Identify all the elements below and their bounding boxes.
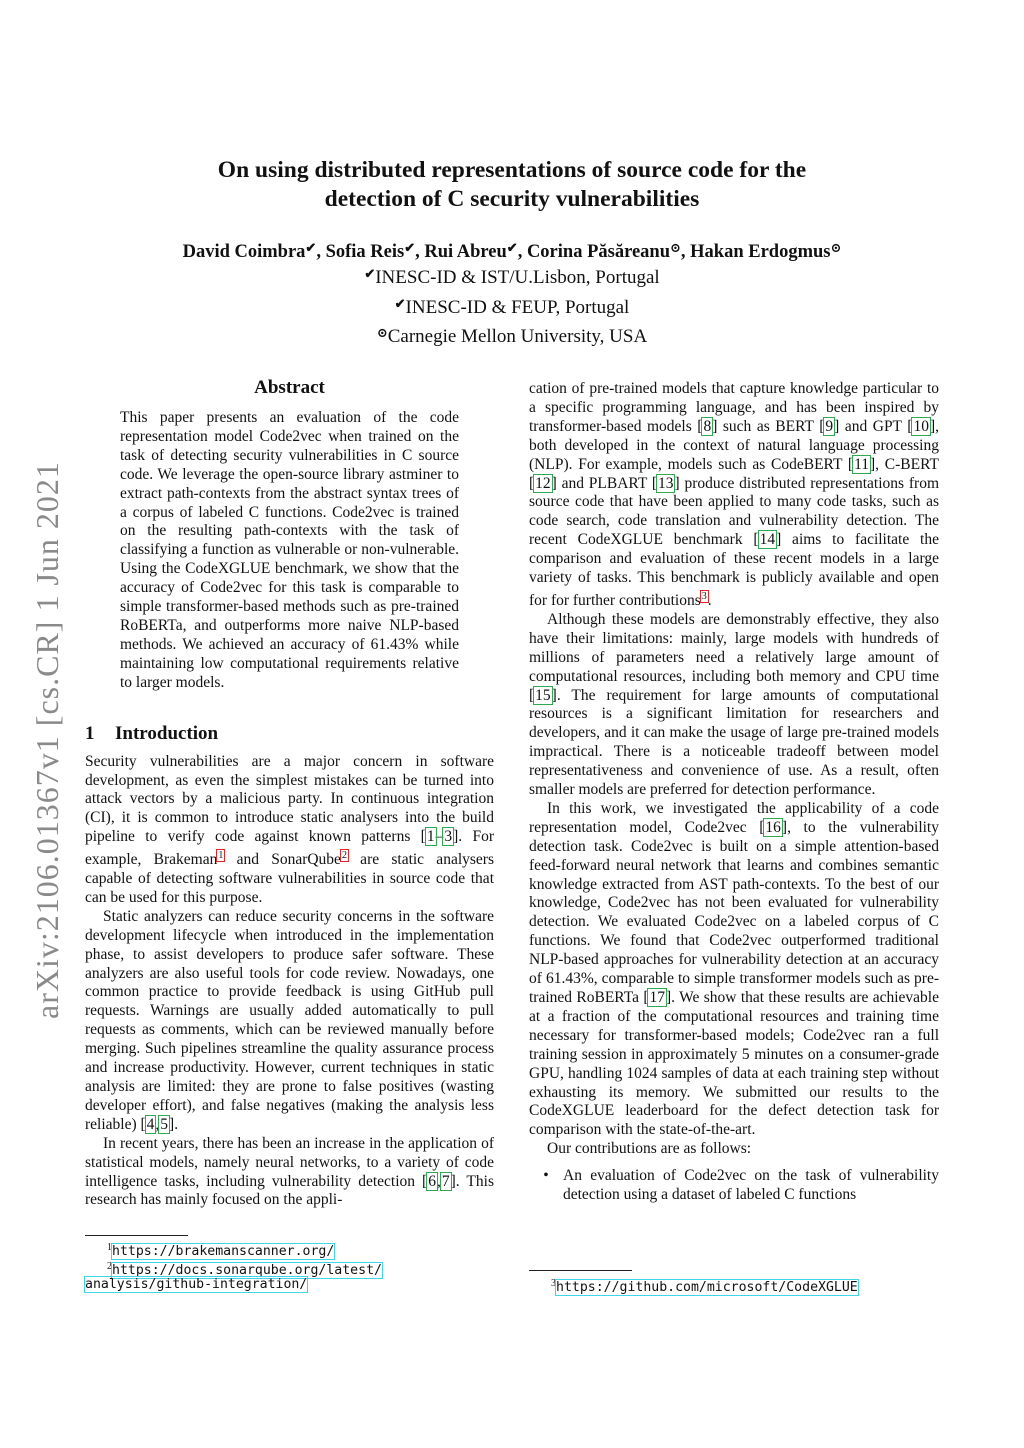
- footnote-mark: 3: [551, 1278, 556, 1289]
- list-item: [529, 1167, 939, 1205]
- footnote-url-link[interactable]: https://github.com/microsoft/CodeXGLUE: [556, 1280, 858, 1295]
- citation-link[interactable]: 3: [444, 828, 453, 846]
- citation-link[interactable]: 7: [441, 1172, 450, 1190]
- intro-paragraph-2: [85, 908, 494, 1135]
- bullet-icon: •: [543, 1167, 549, 1185]
- text-run: and SonarQube: [224, 851, 341, 869]
- text-run: ]. We show that these results are achievable at a fraction of the computational resources and training time necessary for transformer-based models; Code2vec ran a full training session in approximately 5 minutes on a consumer-grade GPU, handling 1024 samples of data at each training step without exhausting its memory. We submitted our results to the CodeXGLUE leaderboard for the defect detection task for comparison with the state-of-the-art.: [529, 989, 939, 1139]
- text-run: Security vulnerabilities are a major concern in software development, as even the simplest mistakes can be turned into attack vectors by a malicious party. In continuous integration (CI), it is common to introduce static analysers into the build pipeline to verify code against known patterns [: [85, 752, 494, 846]
- title-line-2: detection of C security vulnerabilities: [324, 186, 700, 212]
- text-run: ,: [155, 1115, 160, 1133]
- affiliation: [112, 261, 912, 291]
- affiliation-text: Carnegie Mellon University, USA: [387, 326, 648, 347]
- text-run: cation of pre-trained models that capture knowledge particular to a specific programming language, and has been inspired by transformer-based models [: [529, 380, 939, 435]
- affiliation-circle-icon: ⊙: [830, 240, 842, 255]
- affiliation-check-icon: ✔: [364, 266, 376, 281]
- text-run: ]. The requirement for large amounts of computational resources is a significant limitation for researchers and developers, and it can make the usage of large pre-trained models impractical. There is a noticeable tradeoff between model representativeness and convenience of use. As a result, often smaller models are preferred for detection performance.: [529, 686, 939, 799]
- text-run: .: [707, 591, 712, 609]
- contributions-intro: Our contributions are as follows:: [547, 1140, 752, 1158]
- author-separator: ,: [680, 242, 691, 262]
- intro-paragraph-5: [529, 611, 939, 800]
- citation-link[interactable]: 6: [428, 1172, 436, 1190]
- affiliation-check-icon: ✔: [404, 240, 416, 255]
- affiliation-check-icon: ✔: [394, 295, 406, 311]
- text-run: ] and GPT [: [834, 417, 913, 435]
- affiliation-text: INESC-ID & FEUP, Portugal: [405, 296, 630, 318]
- text-run: ], C-BERT [: [529, 455, 939, 492]
- footnote-mark: 2: [107, 1261, 112, 1272]
- intro-paragraph-1: [85, 753, 494, 908]
- author-list: [62, 236, 962, 264]
- author-name: Rui Abreu: [424, 242, 507, 262]
- citation-link[interactable]: 16: [765, 818, 781, 836]
- author-separator: ,: [415, 242, 425, 262]
- arxiv-identifier: arXiv:2106.01367v1 [cs.CR] 1 Jun 2021: [29, 461, 65, 1019]
- citation-link[interactable]: 15: [535, 686, 551, 704]
- author-name: David Coimbra: [182, 242, 306, 262]
- affiliation-check-icon: ✔: [305, 240, 317, 255]
- text-run: In this work, we investigated the applicability of a code representation model, Code2vec [: [529, 799, 939, 836]
- affiliation-circle-icon: ⊙: [376, 325, 388, 340]
- citation-link[interactable]: 12: [535, 474, 551, 492]
- list-item-text: An evaluation of Code2vec on the task of vulnerability detection using a dataset of labeled C functions: [563, 1167, 939, 1204]
- citation-link[interactable]: 8: [703, 417, 712, 435]
- intro-paragraph-4: [529, 380, 939, 611]
- citation-link[interactable]: 13: [657, 474, 674, 492]
- author-name: Sofia Reis: [325, 242, 405, 262]
- footnote-3: [551, 1275, 858, 1297]
- footnote-ref-link[interactable]: 3: [701, 590, 707, 602]
- footnote-url-link[interactable]: https://brakemanscanner.org/: [112, 1244, 335, 1259]
- citation-link[interactable]: 14: [759, 531, 776, 549]
- affiliation-text: INESC-ID & IST/U.Lisbon, Portugal: [375, 267, 660, 288]
- footnote-ref-link[interactable]: 1: [218, 850, 224, 862]
- footnote-url-link[interactable]: https://docs.sonarqube.org/latest/: [112, 1263, 382, 1278]
- citation-link[interactable]: 10: [913, 417, 929, 435]
- footnote-divider: [529, 1270, 632, 1271]
- text-run: ], to the vulnerability detection task. Code2vec is built on a simple attention-based feed-forward neural network that learns and combines semantic knowledge extracted from AST path-contexts. To the best of our knowledge, Code2vec has not been evaluated for vulnerability detection. We evaluated Code2vec on a labeled corpus of C functions. We found that Code2vec outperformed traditional NLP-based approaches for vulnerability detection at an accuracy of 61.43%, comparable to simple transformer models such as pre-trained RoBERTa [: [529, 818, 939, 1006]
- title-line-1: On using distributed representations of source code for the: [217, 157, 807, 183]
- intro-paragraph-6: [529, 800, 939, 1140]
- author-separator: ,: [517, 242, 527, 262]
- text-run: ]. This research has mainly focused on the appli-: [85, 1172, 494, 1209]
- citation-link[interactable]: 4: [146, 1115, 155, 1133]
- author-name: Corina Păsăreanu: [526, 242, 670, 262]
- text-run: In recent years, there has been an increase in the application of statistical models, namely neural networks, to a variety of code intelligence tasks, including vulnerability detection [: [85, 1134, 494, 1190]
- author-name: Hakan Erdogmus: [690, 242, 831, 262]
- citation-link[interactable]: 1: [426, 828, 435, 846]
- footnote-url-link[interactable]: analysis/github-integration/: [85, 1277, 308, 1292]
- affiliation: [112, 291, 912, 321]
- citation-link[interactable]: 11: [854, 455, 870, 473]
- text-run: Static analyzers can reduce security concerns in the software development lifecycle when introduced in the implementation phase, to assist developers to produce safer software. These analyzers are also useful tools for code review. Nowadays, one common practice to provide feedback is using GitHub pull requests. Warnings are usually added automatically to pull requests as comments, which can be reviewed manually before merging. Such pipelines streamline the quality assurance process and increase productivity. However, current techniques in static analysis are limited: they are prone to false positives (wasting developer effort), and false negatives (making the analysis less reliable) [: [85, 907, 494, 1133]
- left-column: [85, 375, 494, 1210]
- paper-title: [112, 156, 912, 214]
- affiliation-list: [112, 261, 912, 350]
- text-run: ], both developed in the context of natural language processing (NLP). For example, models such as CodeBERT [: [529, 417, 939, 473]
- section-heading-introduction: [85, 721, 494, 747]
- text-run: ] such as BERT [: [712, 417, 825, 435]
- abstract-heading: Abstract: [254, 377, 325, 398]
- citation-link[interactable]: 5: [160, 1115, 169, 1133]
- footnote-2-continued: [85, 1276, 307, 1294]
- footnote-divider: [85, 1235, 188, 1236]
- section-title: Introduction: [115, 722, 219, 744]
- text-run: ] and PLBART [: [551, 474, 657, 492]
- right-column: [529, 380, 939, 1205]
- citation-link[interactable]: 17: [649, 989, 665, 1006]
- text-run: ] produce distributed representations from source code that have been applied to many code tasks, such as code search, code translation and vulnerability detection. The recent CodeXGLUE benchmark [: [529, 474, 939, 549]
- text-run: ,: [436, 1172, 441, 1190]
- text-run: are static analysers capable of detecting software vulnerabilities in source code that can be used for this purpose.: [85, 851, 494, 906]
- footnote-ref-link[interactable]: 2: [341, 850, 347, 862]
- author-separator: ,: [316, 242, 326, 262]
- abstract-body: This paper presents an evaluation of the code representation model Code2vec when trained on the task of detecting security vulnerabilities in C source code. We leverage the open-source library astminer to extract path-contexts from the abstract syntax trees of a corpus of labeled C functions. Code2vec is trained on the resulting path-contexts with the task of classifying a function as vulnerable or non-vulnerable. Using the CodeXGLUE benchmark, we show that the accuracy of Code2vec for this task is comparable to simple transformer-based methods such as pre-trained RoBERTa, and outperforms more naive NLP-based methods. We achieved an accuracy of 61.43% while maintaining low computational requirements relative to larger models.: [120, 409, 459, 691]
- text-run: Although these models are demonstrably effective, they also have their limitations: mainly, large models with hundreds of millions of parameters need a relatively large amount of computational resources, including both memory and CPU time [: [529, 610, 939, 704]
- citation-link[interactable]: 9: [825, 417, 834, 435]
- text-run: ] aims to facilitate the comparison and evaluation of these recent models in a large variety of tasks. This benchmark is publicly available and open for for further contributions: [529, 531, 939, 609]
- text-run: –: [435, 828, 444, 846]
- text-run: ]. For example, Brakeman: [85, 828, 494, 869]
- affiliation-check-icon: ✔: [506, 240, 518, 255]
- section-number: 1: [85, 722, 95, 744]
- text-run: ].: [169, 1115, 179, 1133]
- affiliation: [112, 320, 912, 350]
- intro-paragraph-3: [85, 1135, 494, 1211]
- footnote-mark: 1: [107, 1242, 112, 1253]
- affiliation-circle-icon: ⊙: [669, 240, 681, 255]
